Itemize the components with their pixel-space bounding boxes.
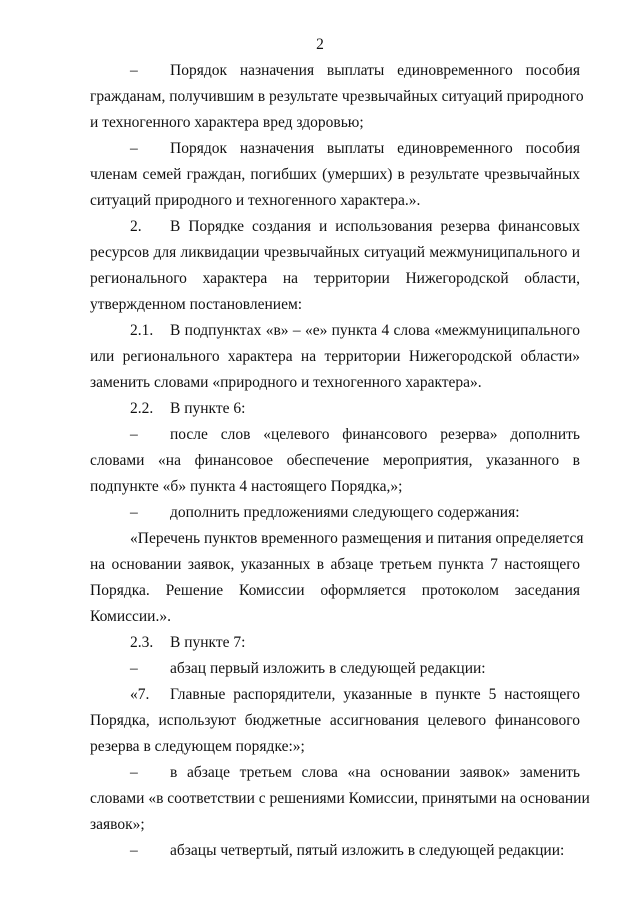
text-line xyxy=(90,240,580,266)
text-line xyxy=(90,344,580,370)
line-text: на основании заявок, указанных в абзаце третьем пункта 7 настоящего xyxy=(90,556,580,573)
text-line xyxy=(90,474,580,500)
text-line xyxy=(90,136,580,162)
text-line xyxy=(90,500,580,526)
text-line xyxy=(90,526,584,552)
text-line xyxy=(90,630,580,656)
text-line xyxy=(90,110,580,136)
text-line xyxy=(90,760,580,786)
line-text: Комиссии.». xyxy=(90,608,171,625)
line-text: резерва в следующем порядке:»; xyxy=(90,738,305,755)
line-text: регионального характера на территории Нижегородской области, xyxy=(90,270,580,287)
line-text: дополнить предложениями следующего содержания: xyxy=(170,504,520,521)
text-line xyxy=(90,682,580,708)
text-line xyxy=(90,84,584,110)
line-text: Порядок назначения выплаты единовременного пособия xyxy=(170,62,580,79)
line-text: Порядка. Решение Комиссии оформляется протоколом заседания xyxy=(90,582,580,599)
line-text: после слов «целевого финансового резерва» дополнить xyxy=(170,426,580,443)
text-line xyxy=(90,58,580,84)
line-text: ресурсов для ликвидации чрезвычайных ситуаций межмуниципального и xyxy=(90,244,580,261)
line-text: «Перечень пунктов временного размещения и питания определяется xyxy=(130,530,584,547)
list-marker: – xyxy=(130,764,138,781)
section-number: 2. xyxy=(130,218,142,235)
text-line xyxy=(90,838,580,864)
text-line xyxy=(90,214,580,240)
line-text: подпункте «б» пункта 4 настоящего Порядка,»; xyxy=(90,478,403,495)
line-text: словами «на финансовое обеспечение мероприятия, указанного в xyxy=(90,452,580,469)
line-text: в абзаце третьем слова «на основании заявок» заменить xyxy=(170,764,580,781)
line-text: членам семей граждан, погибших (умерших) в результате чрезвычайных xyxy=(90,166,580,183)
line-text: гражданам, получившим в результате чрезвычайных ситуаций природного xyxy=(90,88,584,105)
list-marker: – xyxy=(130,140,138,157)
page-number: 2 xyxy=(316,36,324,53)
line-text: заявок»; xyxy=(90,816,145,833)
quoted-section-number: «7. xyxy=(130,686,150,703)
text-line xyxy=(90,422,580,448)
text-line xyxy=(90,812,580,838)
line-text: или регионального характера на территории Нижегородской области» xyxy=(90,348,580,365)
line-text: В Порядке создания и использования резерва финансовых xyxy=(170,218,580,235)
line-text: заменить словами «природного и техногенного характера». xyxy=(90,374,482,391)
text-line xyxy=(90,786,590,812)
line-text: Порядка, используют бюджетные ассигнования целевого финансового xyxy=(90,712,580,729)
line-text: словами «в соответствии с решениями Комиссии, принятыми на основании xyxy=(90,790,590,807)
line-text: абзацы четвертый, пятый изложить в следующей редакции: xyxy=(170,842,565,859)
text-line xyxy=(90,656,580,682)
text-line xyxy=(90,188,580,214)
section-number: 2.3. xyxy=(130,634,154,651)
line-text: ситуаций природного и техногенного характера.». xyxy=(90,192,421,209)
section-number: 2.1. xyxy=(130,322,154,339)
line-text: Порядок назначения выплаты единовременного пособия xyxy=(170,140,580,157)
line-text: В пункте 7: xyxy=(170,634,246,651)
text-line xyxy=(90,396,580,422)
text-line xyxy=(90,578,580,604)
text-line xyxy=(90,162,580,188)
text-line xyxy=(90,552,580,578)
text-line xyxy=(90,448,580,474)
line-text: утвержденном постановлением: xyxy=(90,296,303,313)
line-text: В пункте 6: xyxy=(170,400,246,417)
section-number: 2.2. xyxy=(130,400,154,417)
list-marker: – xyxy=(130,62,138,79)
text-line xyxy=(90,292,580,318)
list-marker: – xyxy=(130,842,138,859)
line-text: Главные распорядители, указанные в пункте 5 настоящего xyxy=(170,686,580,703)
line-text: и техногенного характера вред здоровью; xyxy=(90,114,364,131)
text-line xyxy=(90,708,580,734)
line-text: абзац первый изложить в следующей редакции: xyxy=(170,660,486,677)
text-line xyxy=(90,370,580,396)
text-line xyxy=(90,604,580,630)
text-line xyxy=(90,266,580,292)
text-line xyxy=(90,318,580,344)
text-line xyxy=(90,734,580,760)
line-text: В подпунктах «в» – «е» пункта 4 слова «межмуниципального xyxy=(170,322,580,339)
list-marker: – xyxy=(130,426,138,443)
list-marker: – xyxy=(130,504,138,521)
list-marker: – xyxy=(130,660,138,677)
